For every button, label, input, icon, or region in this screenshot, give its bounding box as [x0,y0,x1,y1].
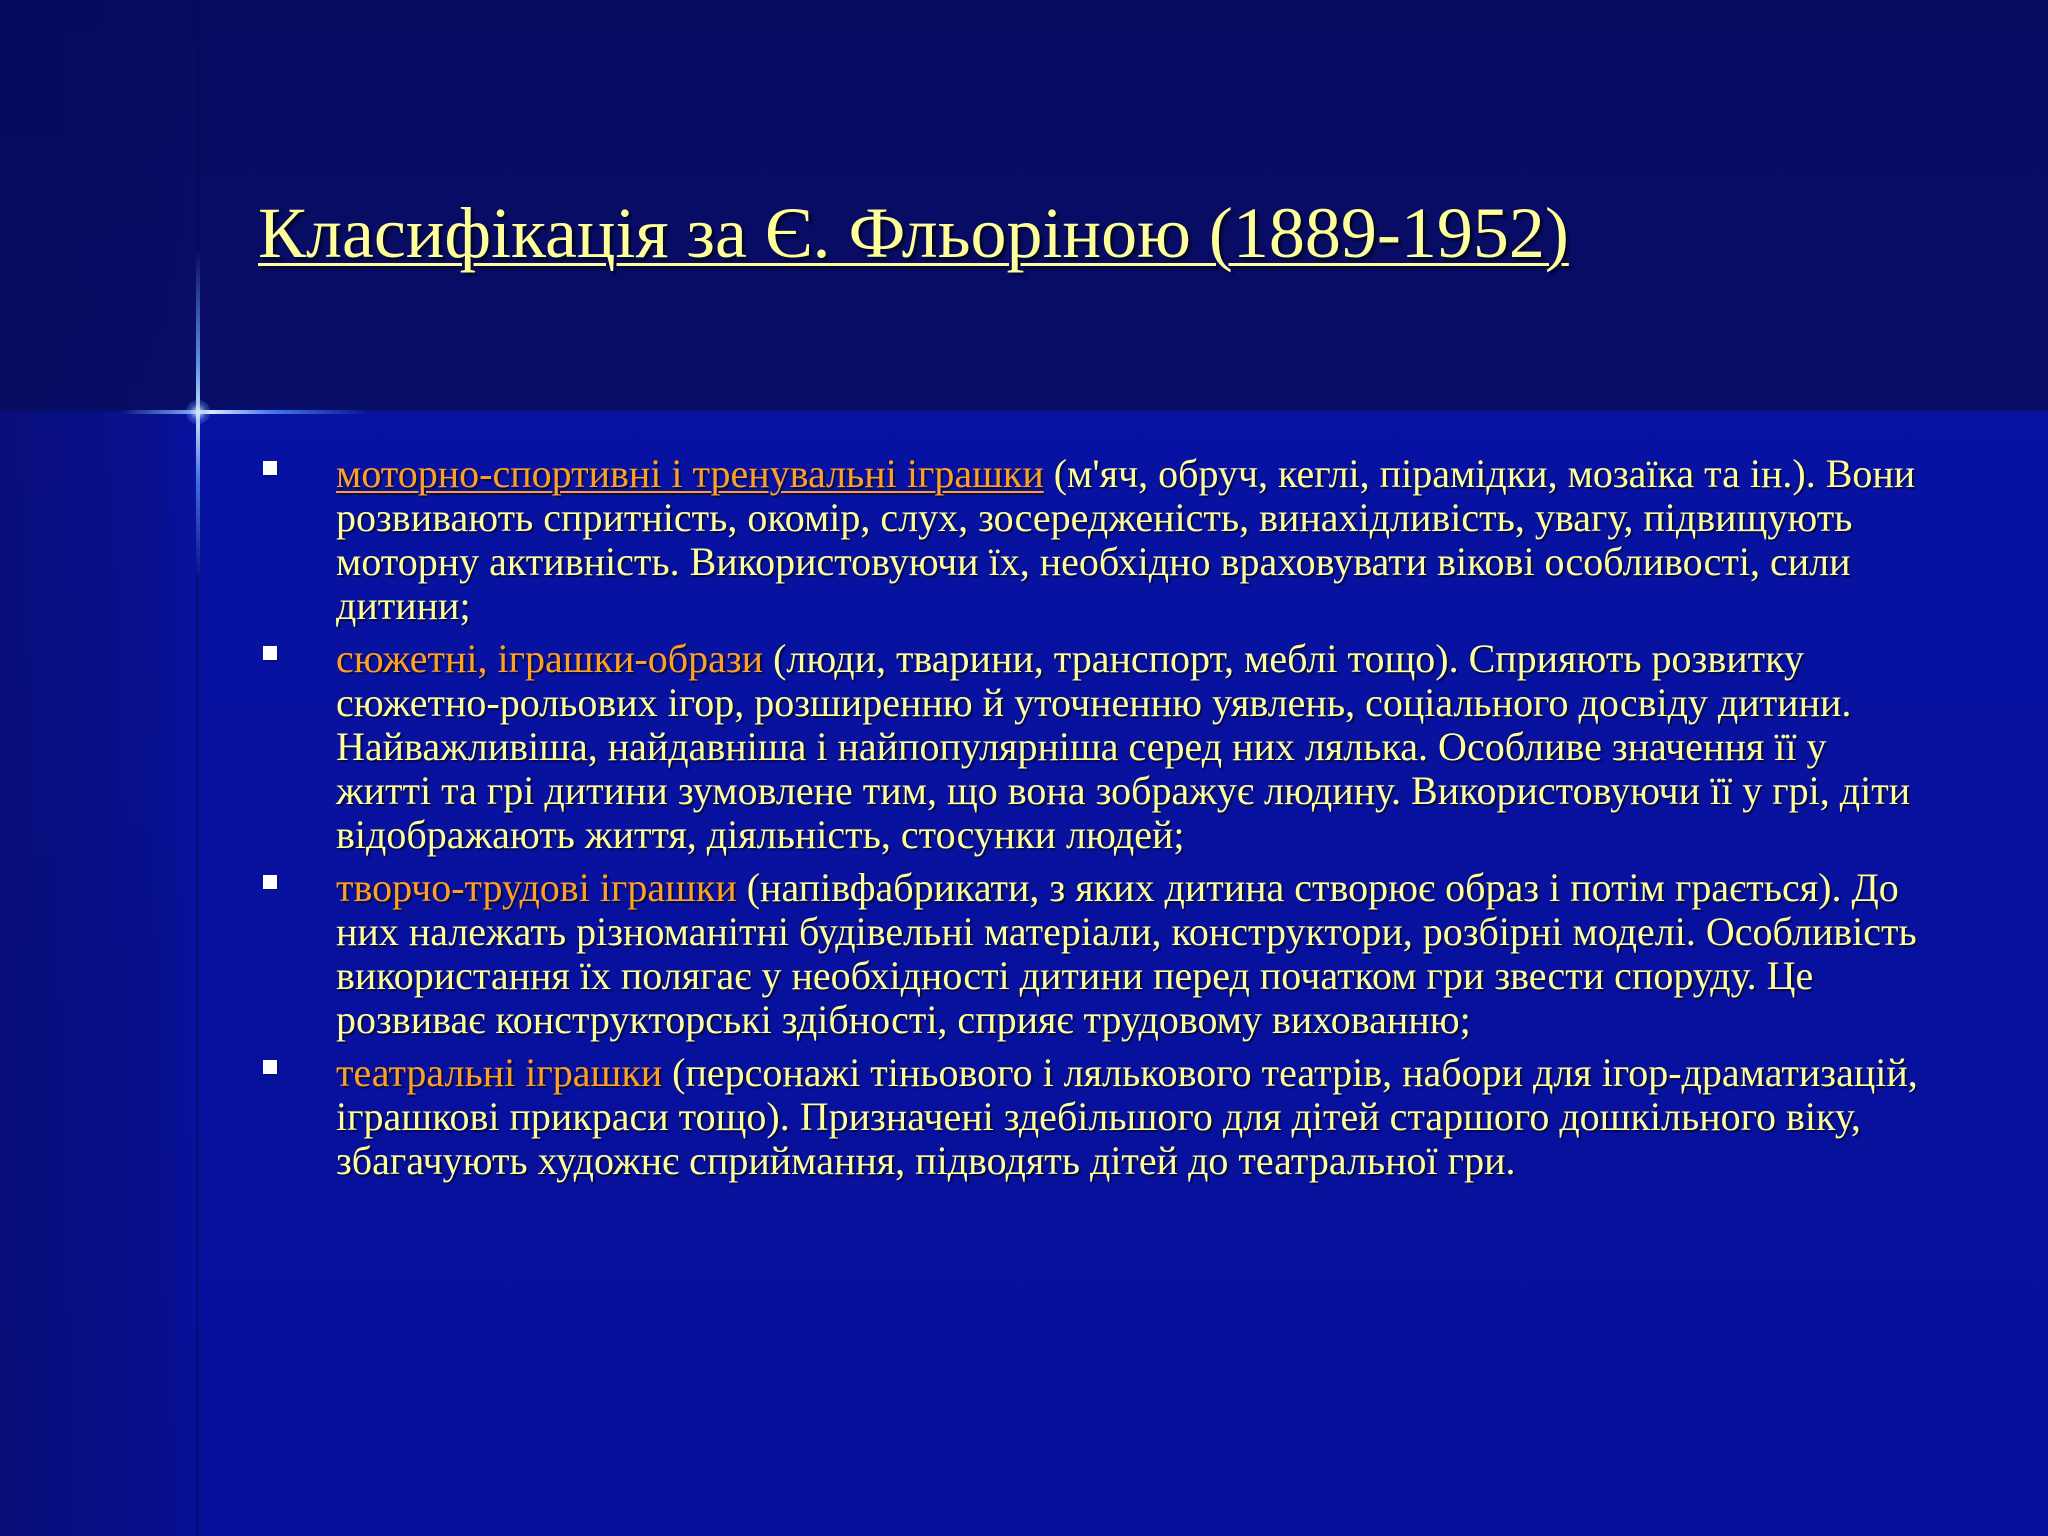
list-item [260,452,1920,628]
bullet-list [260,452,1920,1192]
item-description: (персонажі тіньового і лялькового театрів, набори для ігор-драматизацій, іграшкові прикраси тощо). Призначені здебільшого для дітей старшого дошкільного віку, збагачують художнє сприймання, підводять дітей до театральної гри. [336,1050,1918,1183]
left-column-edge [196,0,199,1536]
square-bullet-icon [263,461,277,475]
toy-category-link[interactable]: моторно-спортивні і тренувальні іграшки [336,451,1044,496]
item-description: (люди, тварини, транспорт, меблі тощо). Сприяють розвитку сюжетно-рольових ігор, розширенню й уточненню уявлень, соціального досвіду дитини. Найважливіша, найдавніша і найпопулярніша серед них лялька. Особливе значення її у житті та грі дитини зумовлене тим, що вона зображує людину. Використовуючи її у грі, діти відображають життя, діяльність, стосунки людей; [336,636,1911,857]
toy-category-label: театральні іграшки [336,1050,663,1095]
list-item [260,637,1920,857]
square-bullet-icon [263,1060,277,1074]
list-item [260,1051,1920,1183]
toy-category-label: сюжетні, іграшки-образи [336,636,764,681]
list-item [260,866,1920,1042]
toy-category-label: творчо-трудові іграшки [336,865,737,910]
left-shade-column [0,0,198,1536]
light-cross-glow [186,400,210,424]
square-bullet-icon [263,875,277,889]
slide-title: Класифікація за Є. Фльоріною (1889-1952) [258,193,1569,273]
light-cross-horizontal [120,410,370,414]
item-description: (м'яч, обруч, кеглі, пірамідки, мозаїка та ін.). Вони розвивають спритність, окомір, слух, зосередженість, винахідливість, увагу, підвищують моторну активність. Використовуючи їх, необхідно враховувати вікові особливості, сили дитини; [336,451,1916,628]
square-bullet-icon [263,646,277,660]
item-description: (напівфабрикати, з яких дитина створює образ і потім грається). До них належать різноманітні будівельні матеріали, конструктори, розбірні моделі. Особливість використання їх полягає у необхідності дитини перед початком гри звести споруду. Це розвиває конструкторські здібності, сприяє трудовому вихованню; [336,865,1917,1042]
